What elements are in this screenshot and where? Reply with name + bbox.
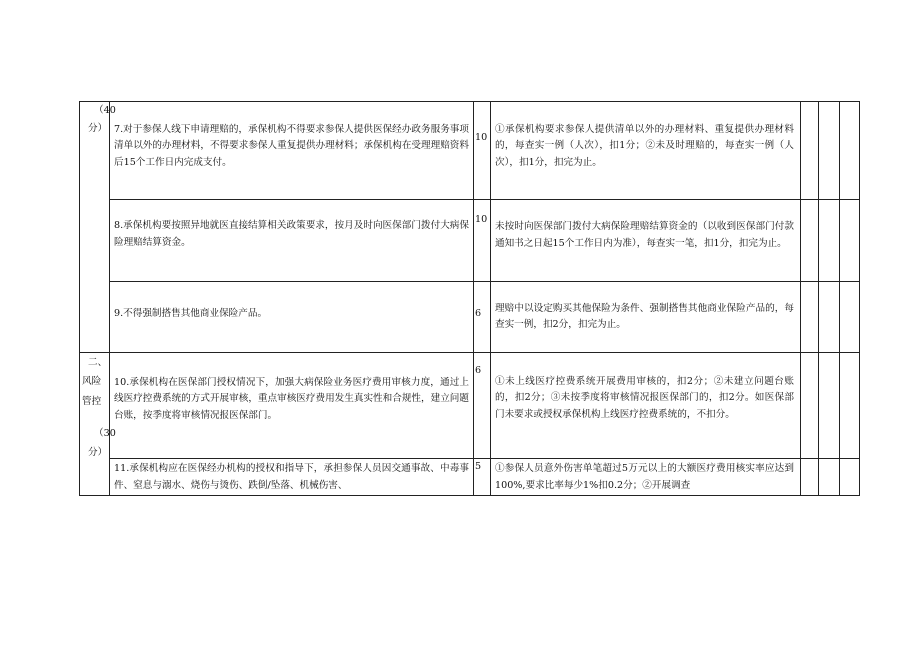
blank-cell: [840, 102, 860, 200]
rule-text: 未按时向医保部门拨付大病保险理赔结算资金的（以收到医保部门付款通知书之日起15个工作日内为准），每查实一笔，扣1分，扣完为止。: [495, 221, 794, 249]
score-cell: [474, 200, 491, 282]
table-row: [80, 459, 860, 496]
section-cell-1: [80, 102, 116, 353]
score-cell: [474, 353, 491, 459]
rule-text: ①参保人员意外伤害单笔超过5万元以上的大额医疗费用核实率应达到100%,要求比率每少1%扣0.2分；②开展调查: [495, 463, 794, 491]
blank-cell: [819, 353, 840, 459]
section-score-unit: 分）: [88, 447, 108, 458]
rule-cell: [491, 102, 801, 200]
score-cell: [474, 282, 491, 353]
section-label: 二、: [88, 357, 108, 368]
rule-text: ①未上线医疗控费系统开展费用审核的，扣2分；②未建立问题台账的，扣2分；③未按季度将审核情况报医保部门的，扣2分。如医保部门未要求或授权承保机构上线医疗控费系统的，不扣分。: [495, 375, 794, 420]
item-text: 8.承保机构要按照异地就医直接结算相关政策要求，按月及时向医保部门拨付大病保险理赔结算资金。: [114, 220, 469, 248]
section-score-note: （40: [94, 105, 116, 116]
blank-cell: [840, 459, 860, 496]
rule-text: 理赔中以设定购买其他保险为条件、强制搭售其他商业保险产品的，每查实一例，扣2分，扣完为止。: [495, 302, 794, 330]
rule-cell: [491, 200, 801, 282]
blank-cell: [840, 353, 860, 459]
item-text: 7.对于参保人线下申请理赔的，承保机构不得要求参保人提供医保经办政务服务事项清单以外的办理材料，不得要求参保人重复提供办理材料；承保机构在受理理赔资料后15个工作日内完成支付。: [114, 123, 469, 168]
score-value: 10: [475, 214, 488, 226]
blank-cell: [819, 282, 840, 353]
section-score-unit: 分）: [88, 123, 108, 134]
blank-cell: [801, 102, 819, 200]
item-cell: [110, 200, 474, 282]
section-cell-2: [80, 353, 116, 496]
table-row: [80, 200, 860, 282]
section-label: 风险: [82, 376, 102, 387]
section-score-note: （30: [94, 428, 116, 439]
blank-cell: [801, 200, 819, 282]
blank-cell: [840, 282, 860, 353]
section-label: 管控: [82, 396, 102, 407]
item-text: 10.承保机构在医保部门授权情况下，加强大病保险业务医疗费用审核力度，通过上线医疗控费系统的方式开展审核，重点审核医疗费用发生真实性和合规性，建立问题台账，按季度将审核情况报医保部门。: [114, 376, 469, 421]
score-value: 10: [475, 132, 488, 144]
evaluation-table: [79, 101, 860, 496]
blank-cell: [801, 459, 819, 496]
blank-cell: [819, 459, 840, 496]
score-cell: [474, 459, 491, 496]
blank-cell: [819, 102, 840, 200]
rule-cell: [491, 282, 801, 353]
rule-cell: [491, 459, 801, 496]
score-value: 6: [475, 307, 482, 319]
item-cell: [110, 459, 474, 496]
score-value: 6: [475, 365, 482, 377]
table-row: [80, 102, 860, 200]
score-cell: [474, 102, 491, 200]
rule-text: ①承保机构要求参保人提供清单以外的办理材料、重复提供办理材料的，每查实一例（人次），扣1分；②未及时理赔的，每查实一例（人次），扣1分，扣完为止。: [495, 123, 794, 168]
table-row: [80, 353, 860, 459]
item-cell: [110, 353, 474, 459]
item-cell: [110, 102, 474, 200]
blank-cell: [801, 282, 819, 353]
blank-cell: [801, 353, 819, 459]
blank-cell: [840, 200, 860, 282]
item-text: 11.承保机构应在医保经办机构的授权和指导下，承担参保人员因交通事故、中毒事件、窒息与溺水、烧伤与烫伤、跌倒/坠落、机械伤害、: [114, 463, 469, 491]
item-text: 9.不得强制搭售其他商业保险产品。: [114, 307, 268, 319]
table-row: [80, 282, 860, 353]
blank-cell: [819, 200, 840, 282]
rule-cell: [491, 353, 801, 459]
item-cell: [110, 282, 474, 353]
score-value: 5: [475, 461, 482, 472]
